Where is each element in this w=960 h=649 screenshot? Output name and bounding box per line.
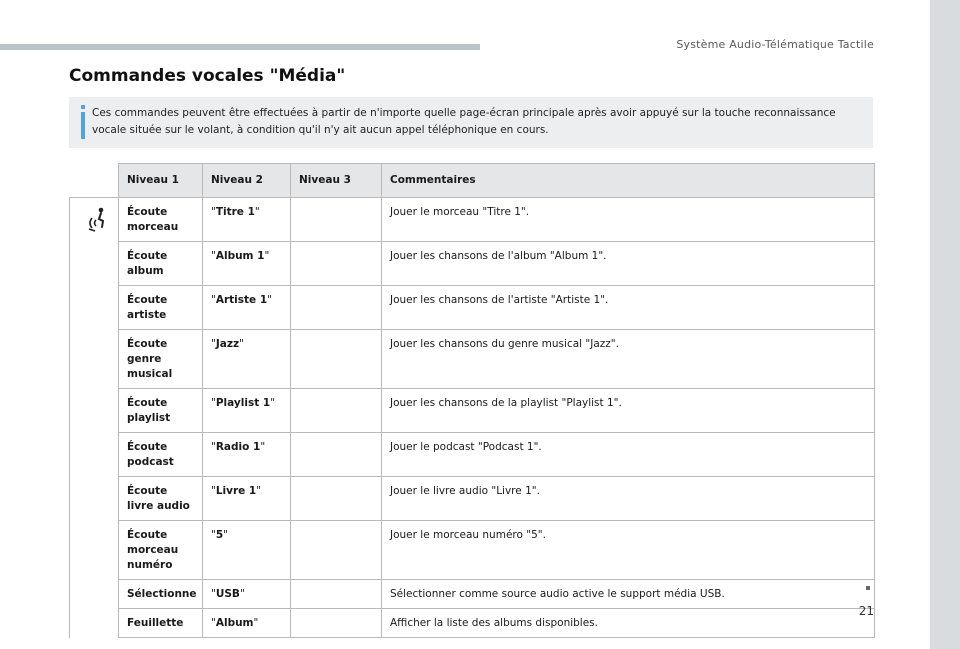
page-number: 21: [858, 604, 874, 618]
side-band: [930, 0, 960, 649]
header-level-1: Niveau 1: [119, 164, 203, 198]
level-2-cell: "Album 1": [203, 242, 291, 286]
header-title: Système Audio-Télématique Tactile: [676, 38, 874, 51]
level-2-keyword: Livre 1: [215, 485, 257, 497]
level-3-cell: [291, 286, 382, 330]
level-2-cell: "USB": [203, 580, 291, 609]
header-level-3: Niveau 3: [291, 164, 382, 198]
level-1-cell: Écoute genre musical: [119, 330, 203, 389]
table-row: [70, 389, 875, 433]
level-1-cell: Écoute podcast: [119, 433, 203, 477]
level-1-cell: Sélectionne: [119, 580, 203, 609]
level-3-cell: [291, 609, 382, 638]
table-row: [70, 433, 875, 477]
comment-cell: Jouer le livre audio "Livre 1".: [382, 477, 875, 521]
level-1-cell: Écoute morceau: [119, 198, 203, 242]
table-row: [70, 286, 875, 330]
level-2-cell: "Titre 1": [203, 198, 291, 242]
table-row: [70, 330, 875, 389]
level-2-cell: "Jazz": [203, 330, 291, 389]
voice-commands-table: [69, 163, 875, 638]
voice-command-icon: [86, 207, 108, 233]
level-3-cell: [291, 242, 382, 286]
table-row: [70, 609, 875, 638]
level-1-cell: Écoute artiste: [119, 286, 203, 330]
comment-cell: Jouer le podcast "Podcast 1".: [382, 433, 875, 477]
level-3-cell: [291, 580, 382, 609]
level-3-cell: [291, 477, 382, 521]
table-row: [70, 198, 875, 242]
comment-cell: Jouer le morceau "Titre 1".: [382, 198, 875, 242]
comment-cell: Jouer les chansons du genre musical "Jazz".: [382, 330, 875, 389]
comment-cell: Jouer le morceau numéro "5".: [382, 521, 875, 580]
level-1-cell: Écoute playlist: [119, 389, 203, 433]
table-row: [70, 477, 875, 521]
level-3-cell: [291, 330, 382, 389]
header-level-2: Niveau 2: [203, 164, 291, 198]
comment-cell: Jouer les chansons de l'artiste "Artiste 1".: [382, 286, 875, 330]
page-title: Commandes vocales "Média": [69, 66, 346, 86]
level-2-cell: "Artiste 1": [203, 286, 291, 330]
level-1-cell: Écoute livre audio: [119, 477, 203, 521]
table-row: [70, 242, 875, 286]
voice-icon-cell: [70, 198, 119, 638]
comment-cell: Jouer les chansons de la playlist "Playlist 1".: [382, 389, 875, 433]
table-row: [70, 521, 875, 580]
level-3-cell: [291, 198, 382, 242]
level-3-cell: [291, 521, 382, 580]
level-3-cell: [291, 389, 382, 433]
info-box: [69, 97, 873, 148]
level-3-cell: [291, 433, 382, 477]
page-marker: [866, 586, 870, 590]
header-rule: [0, 44, 480, 50]
level-2-keyword: Radio 1: [215, 441, 261, 453]
level-2-cell: "Playlist 1": [203, 389, 291, 433]
comment-cell: Sélectionner comme source audio active le support média USB.: [382, 580, 875, 609]
level-2-keyword: 5: [215, 529, 224, 541]
level-2-keyword: Playlist 1: [215, 397, 271, 409]
header-icon-cell: [70, 164, 119, 198]
info-icon: [78, 105, 88, 139]
level-2-cell: "Album": [203, 609, 291, 638]
table-row: [70, 580, 875, 609]
level-2-keyword: Jazz: [215, 338, 240, 350]
info-text: Ces commandes peuvent être effectuées à partir de n'importe quelle page-écran principale après avoir appuyé sur la touche reconnaissance vocale située sur le volant, à condition qu'il n'y ait aucun appel téléphonique en cours.: [92, 107, 836, 136]
comment-cell: Jouer les chansons de l'album "Album 1".: [382, 242, 875, 286]
level-1-cell: Écoute album: [119, 242, 203, 286]
level-2-keyword: Album: [215, 617, 254, 629]
level-2-cell: "Livre 1": [203, 477, 291, 521]
comment-cell: Afficher la liste des albums disponibles.: [382, 609, 875, 638]
table-header-row: [70, 164, 875, 198]
level-2-cell: "Radio 1": [203, 433, 291, 477]
level-2-keyword: Artiste 1: [215, 294, 268, 306]
level-2-keyword: Titre 1: [215, 206, 255, 218]
header-comments: Commentaires: [382, 164, 875, 198]
level-1-cell: Feuillette: [119, 609, 203, 638]
level-2-cell: "5": [203, 521, 291, 580]
level-1-cell: Écoute morceau numéro: [119, 521, 203, 580]
level-2-keyword: Album 1: [215, 250, 265, 262]
level-2-keyword: USB: [215, 588, 240, 600]
